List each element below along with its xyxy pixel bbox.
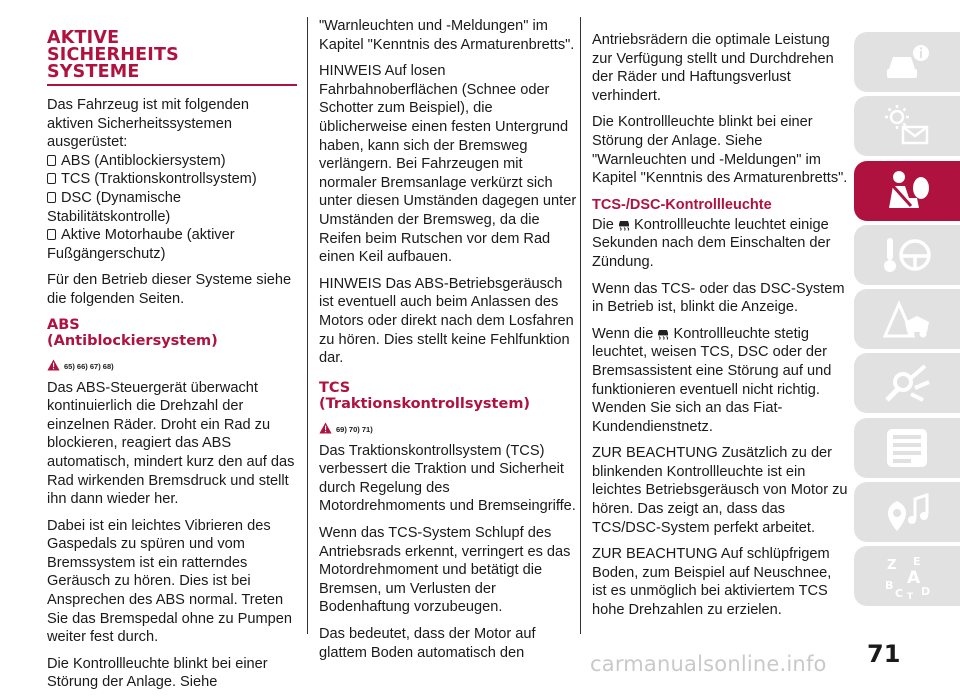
tab-car-info[interactable]: [854, 32, 960, 92]
systems-paragraph: Für den Betrieb dieser Systeme siehe die folgenden Seiten.: [47, 272, 292, 307]
systems-list: [47, 152, 297, 264]
list-item-continuation: Stabilitätskontrolle): [47, 208, 171, 225]
svg-text:E: E: [913, 555, 921, 569]
heading-rule: [47, 84, 297, 86]
note-slippery-ground: ZUR BEACHTUNG Auf schlüpfrigem Boden, zum Beispiel auf Neuschnee, ist es unmöglich bei aktiviertem TCS hohe Drehzahlen zu erzielen.: [592, 546, 832, 619]
warning-triangle-icon: [47, 359, 60, 371]
warning-triangle-icon: [319, 422, 332, 434]
tab-emergency[interactable]: [854, 289, 960, 349]
tcs-paragraph-4: Die Kontrollleuchte blinkt bei einer Störung der Anlage. Siehe "Warnleuchten und -Meldungen" im Kapitel "Kenntnis des Armaturenbretts".: [592, 114, 848, 187]
multimedia-icon: [881, 489, 933, 535]
list-item-continuation: Fußgängerschutz): [47, 245, 166, 262]
note-abs-noise: HINWEIS Das ABS-Betriebsgeräusch ist eventuell auch beim Anlassen des Motors oder direkt nach dem Losfahren zu hören. Dies stellt keine Fehlfunktion dar.: [319, 275, 574, 367]
abs-paragraph-2: Dabei ist ein leichtes Vibrieren des Gaspedals zu spüren und vom Bremssystem ist ein ratterndes Geräusch zu hören. Dies ist bei Ansprechen des ABS normal. Treten Sie das Bremspedal ohne zu Pumpen weiter fest durch.: [47, 517, 293, 646]
column-left: [47, 30, 297, 700]
starting-driving-icon: [881, 232, 933, 278]
lamp-paragraph-2: Wenn das TCS- oder das DSC-System in Betrieb ist, blinkt die Anzeige.: [592, 280, 845, 316]
tcs-warning-refs: [319, 420, 577, 434]
column-divider: [580, 17, 581, 634]
note-operating-noise: ZUR BEACHTUNG Zusätzlich zu der blinkenden Kontrollleuchte ist ein leichtes Betriebsgeräusch von Motor zu hören. Das zeigt an, dass das TCS/DSC-System perfekt arbeitet.: [592, 445, 848, 536]
abs-warning-refs: [47, 357, 297, 371]
safety-seatbelt-icon: [881, 168, 933, 214]
list-item: Aktive Motorhaube (aktiver: [47, 226, 297, 245]
tab-index[interactable]: [854, 546, 960, 606]
chapter-tabs: [854, 32, 960, 611]
checkbox-bullet-icon: [47, 173, 56, 184]
tcs-dsc-lamp-icon: [618, 217, 630, 231]
car-info-icon: [881, 39, 933, 85]
list-item: TCS (Traktionskontrollsystem): [47, 170, 297, 189]
svg-text:B: B: [885, 579, 894, 593]
tcs-heading: TCS (Traktionskontrollsystem): [319, 379, 531, 412]
abs-paragraph-3-cont: "Warnleuchten und -Meldungen" im Kapitel "Kenntnis des Armaturenbretts".: [319, 18, 575, 53]
svg-text:Z: Z: [887, 558, 897, 574]
warning-lights-icon: [881, 103, 933, 149]
column-right: [592, 31, 848, 628]
checkbox-bullet-icon: [47, 155, 56, 166]
svg-text:T: T: [907, 592, 914, 600]
watermark: carmanualsonline.info: [590, 652, 827, 676]
tab-warning-lights[interactable]: [854, 96, 960, 156]
tcs-paragraph-3: Das bedeutet, dass der Motor auf glattem Boden automatisch den: [319, 626, 536, 661]
tcs-paragraph-2: Wenn das TCS-System Schlupf des Antriebsrads erkennt, verringert es das Motordrehmoment und betätigt die Bremsen, um Verlusten der Bodenhaftung vorzubeugen.: [319, 525, 571, 616]
checkbox-bullet-icon: [47, 229, 56, 240]
lamp-paragraph-1: Die Kontrollleuchte leuchtet einige Sekunden nach dem Einschalten der Zündung.: [592, 216, 831, 270]
tcs-dsc-lamp-icon: [657, 326, 669, 340]
svg-text:A: A: [907, 568, 921, 589]
tab-technical-data[interactable]: [854, 418, 960, 478]
checkbox-bullet-icon: [47, 192, 56, 203]
tcs-paragraph-1: Das Traktionskontrollsystem (TCS) verbessert die Traktion und Sicherheit durch Regelung des Motordrehmoments und Bremseingriffe.: [319, 442, 576, 515]
tab-multimedia[interactable]: [854, 482, 960, 542]
svg-text:D: D: [921, 585, 931, 599]
technical-data-icon: [881, 425, 933, 471]
tab-safety[interactable]: [854, 161, 960, 221]
column-middle: [319, 17, 577, 670]
tcs-warning-numbers: 69) 70) 71): [336, 424, 373, 434]
tcs-dsc-lamp-heading: TCS-/DSC-Kontrollleuchte: [592, 196, 772, 213]
page-number: 71: [867, 640, 901, 668]
abs-warning-numbers: 65) 66) 67) 68): [64, 361, 114, 371]
column-divider: [307, 17, 308, 634]
index-icon: [881, 553, 933, 599]
lamp-paragraph-3: Wenn die Kontrollleuchte stetig leuchtet, weisen TCS, DSC oder der Bremsassistent eine Störung auf und funktionieren eventuell nicht richtig. Wenden Sie sich an das Fiat-Kundendienstnetz.: [592, 325, 832, 435]
intro-paragraph: Das Fahrzeug ist mit folgenden aktiven Sicherheitssystemen ausgerüstet:: [47, 97, 249, 151]
list-item: DSC (Dynamische: [47, 189, 297, 208]
list-item: ABS (Antiblockiersystem): [47, 152, 297, 171]
abs-heading: ABS (Antiblockiersystem): [47, 316, 218, 349]
svg-text:C: C: [895, 587, 904, 600]
maintenance-icon: [881, 360, 933, 406]
tab-starting-driving[interactable]: [854, 225, 960, 285]
emergency-icon: [881, 296, 933, 342]
abs-paragraph-1: Das ABS-Steuergerät überwacht kontinuierlich die Drehzahl der einzelnen Räder. Droht ein Rad zu blockieren, reagiert das ABS automatisch, mindert kurz den auf das Rad wirkenden Bremsdruck und stellt ihn dann wieder her.: [47, 379, 295, 508]
tab-maintenance[interactable]: [854, 353, 960, 413]
abs-paragraph-3: Die Kontrollleuchte blinkt bei einer Störung der Anlage. Siehe: [47, 655, 268, 691]
section-heading-active-safety: AKTIVE SICHERHEITS SYSTEME: [47, 28, 179, 82]
note-loose-surfaces: HINWEIS Auf losen Fahrbahnoberflächen (Schnee oder Schotter zum Beispiel), die üblicherweise einen festen Untergrund haben, kann sich der Bremsweg verlängern. Bei Fahrzeugen mit normaler Bremsanlage verkürzt sich unter diesen Umständen dagegen unter Umständen der Bremsweg, da die Reifen beim Rutschen vor dem Rad einen Keil aufbauen.: [319, 63, 577, 266]
tcs-paragraph-3-cont: Antriebsrädern die optimale Leistung zur Verfügung stellt und Durchdrehen der Räder und Haftungsverlust verhindert.: [592, 32, 834, 104]
